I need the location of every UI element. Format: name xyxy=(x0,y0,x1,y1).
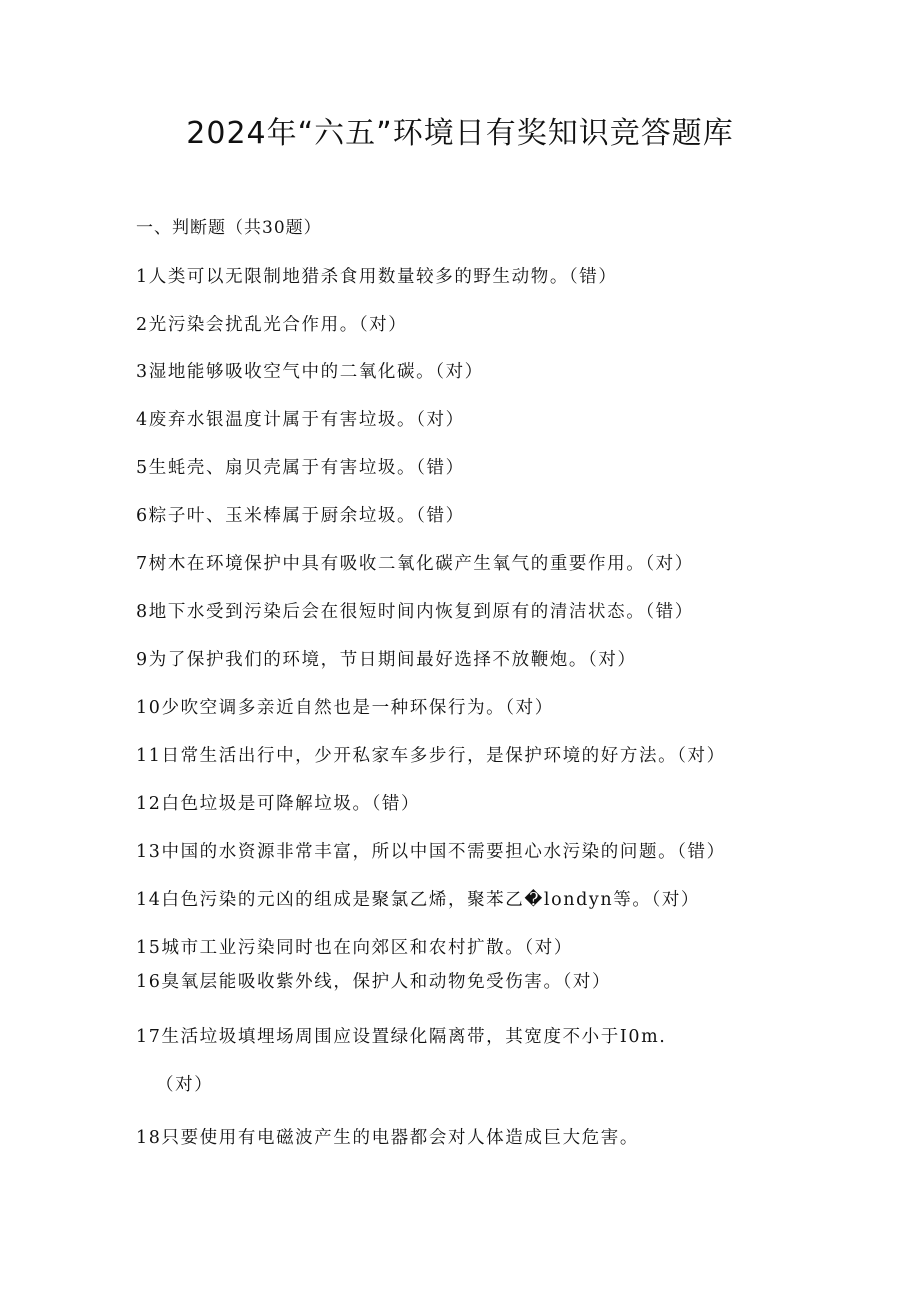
section-heading: 一、判断题（共30题） xyxy=(136,218,322,238)
question-line-2: 2光污染会扰乱光合作用。（对） xyxy=(136,315,408,335)
question-line-1: 1人类可以无限制地猎杀食用数量较多的野生动物。（错） xyxy=(136,267,618,287)
question-line-15: 15城市工业污染同时也在向郊区和农村扩散。（对） xyxy=(136,938,573,958)
question-line-3: 3湿地能够吸收空气中的二氧化碳。（对） xyxy=(136,362,484,382)
question-line-10: 10少吹空调多亲近自然也是一种环保行为。（对） xyxy=(136,698,554,718)
question-line-16: 16臭氧层能吸收紫外线，保护人和动物免受伤害。（对） xyxy=(136,972,612,992)
question-line-17: 17生活垃圾填埋场周围应设置绿化隔离带，其宽度不小于I0m. xyxy=(136,1027,667,1047)
question-line-11: 11日常生活出行中，少开私家车多步行，是保护环境的好方法。（对） xyxy=(136,746,726,766)
question-line-18: 18只要使用有电磁波产生的电器都会对人体造成巨大危害。 xyxy=(136,1128,639,1148)
question-line-7: 7树木在环境保护中具有吸收二氧化碳产生氧气的重要作用。（对） xyxy=(136,554,694,574)
page-title: 2024年“六五”环境日有奖知识竞答题库 xyxy=(186,116,734,151)
question-line-9: 9为了保护我们的环境，节日期间最好选择不放鞭炮。（对） xyxy=(136,650,637,670)
question-line-8: 8地下水受到污染后会在很短时间内恢复到原有的清洁状态。（错） xyxy=(136,602,694,622)
question-line-4: 4废弃水银温度计属于有害垃圾。（对） xyxy=(136,410,465,430)
question-line-17-answer: （对） xyxy=(156,1075,214,1095)
question-line-6: 6粽子叶、玉米棒属于厨余垃圾。（错） xyxy=(136,506,465,526)
question-line-5: 5生蚝壳、扇贝壳属于有害垃圾。（错） xyxy=(136,458,465,478)
question-line-12: 12白色垃圾是可降解垃圾。（错） xyxy=(136,794,421,814)
question-line-14: 14白色污染的元凶的组成是聚氯乙烯，聚苯乙�londyn等。（对） xyxy=(136,890,701,910)
question-line-13: 13中国的水资源非常丰富，所以中国不需要担心水污染的问题。（错） xyxy=(136,842,726,862)
